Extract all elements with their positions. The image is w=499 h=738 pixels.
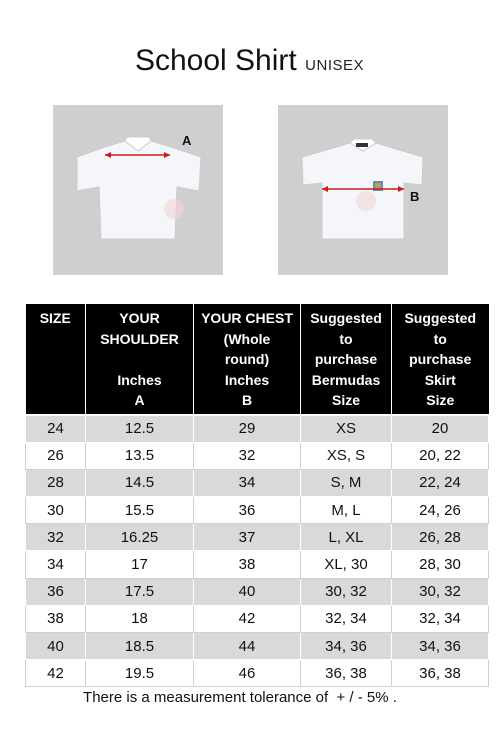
tolerance-note: There is a measurement tolerance of + / - 5% . <box>83 689 397 706</box>
cell-shoulder: 19.5 <box>86 660 194 687</box>
cell-bermudas: 30, 32 <box>301 578 392 605</box>
cell-size: 28 <box>26 469 86 496</box>
cell-bermudas: XS, S <box>301 442 392 469</box>
cell-chest: 32 <box>194 442 301 469</box>
cell-size: 30 <box>26 497 86 524</box>
cell-chest: 44 <box>194 633 301 660</box>
table-row <box>26 497 489 524</box>
cell-shoulder: 18 <box>86 605 194 632</box>
table-row <box>26 415 489 443</box>
cell-chest: 46 <box>194 660 301 687</box>
cell-skirt: 30, 32 <box>392 578 489 605</box>
cell-skirt: 20 <box>392 415 489 443</box>
cell-skirt: 36, 38 <box>392 660 489 687</box>
shoulder-marker-label: A <box>182 133 192 148</box>
cell-shoulder: 18.5 <box>86 633 194 660</box>
header-shoulder: YOUR SHOULDER Inches A <box>86 304 194 415</box>
cell-bermudas: XS <box>301 415 392 443</box>
cell-chest: 37 <box>194 524 301 551</box>
cell-bermudas: 36, 38 <box>301 660 392 687</box>
cell-shoulder: 13.5 <box>86 442 194 469</box>
cell-shoulder: 16.25 <box>86 524 194 551</box>
cell-shoulder: 12.5 <box>86 415 194 443</box>
cell-size: 36 <box>26 578 86 605</box>
chest-marker-label: B <box>410 189 420 204</box>
cell-chest: 42 <box>194 605 301 632</box>
cell-skirt: 26, 28 <box>392 524 489 551</box>
shirt-front-photo <box>53 105 223 275</box>
title-main: School Shirt <box>134 44 297 77</box>
table-row <box>26 660 489 687</box>
table-row <box>26 578 489 605</box>
cell-bermudas: 34, 36 <box>301 633 392 660</box>
table-row <box>26 605 489 632</box>
cell-shoulder: 17.5 <box>86 578 194 605</box>
cell-chest: 34 <box>194 469 301 496</box>
cell-chest: 40 <box>194 578 301 605</box>
table-row <box>26 551 489 578</box>
cell-size: 32 <box>26 524 86 551</box>
shirt-back-photo <box>278 105 448 275</box>
cell-skirt: 28, 30 <box>392 551 489 578</box>
cell-size: 26 <box>26 442 86 469</box>
cell-size: 40 <box>26 633 86 660</box>
title-sub: UNISEX <box>305 57 365 74</box>
cell-shoulder: 14.5 <box>86 469 194 496</box>
cell-shoulder: 17 <box>86 551 194 578</box>
header-chest: YOUR CHEST (Whole round) Inches B <box>194 304 301 415</box>
cell-chest: 29 <box>194 415 301 443</box>
header-bermudas: Suggested to purchase Bermudas Size <box>301 304 392 415</box>
table-header-row <box>26 304 489 415</box>
shirt-front-image <box>53 105 223 275</box>
cell-bermudas: 32, 34 <box>301 605 392 632</box>
cell-size: 24 <box>26 415 86 443</box>
header-skirt: Suggested to purchase Skirt Size <box>392 304 489 415</box>
cell-skirt: 24, 26 <box>392 497 489 524</box>
cell-skirt: 22, 24 <box>392 469 489 496</box>
page-title <box>0 44 499 78</box>
cell-size: 38 <box>26 605 86 632</box>
cell-bermudas: L, XL <box>301 524 392 551</box>
cell-skirt: 34, 36 <box>392 633 489 660</box>
cell-bermudas: M, L <box>301 497 392 524</box>
cell-bermudas: S, M <box>301 469 392 496</box>
cell-size: 34 <box>26 551 86 578</box>
cell-shoulder: 15.5 <box>86 497 194 524</box>
cell-skirt: 20, 22 <box>392 442 489 469</box>
cell-size: 42 <box>26 660 86 687</box>
shirt-back-image <box>278 105 448 275</box>
size-chart-table <box>25 304 489 687</box>
table-row <box>26 633 489 660</box>
table-row <box>26 524 489 551</box>
header-size: SIZE <box>26 304 86 415</box>
cell-chest: 36 <box>194 497 301 524</box>
table-row <box>26 469 489 496</box>
cell-chest: 38 <box>194 551 301 578</box>
cell-skirt: 32, 34 <box>392 605 489 632</box>
table-row <box>26 442 489 469</box>
cell-bermudas: XL, 30 <box>301 551 392 578</box>
